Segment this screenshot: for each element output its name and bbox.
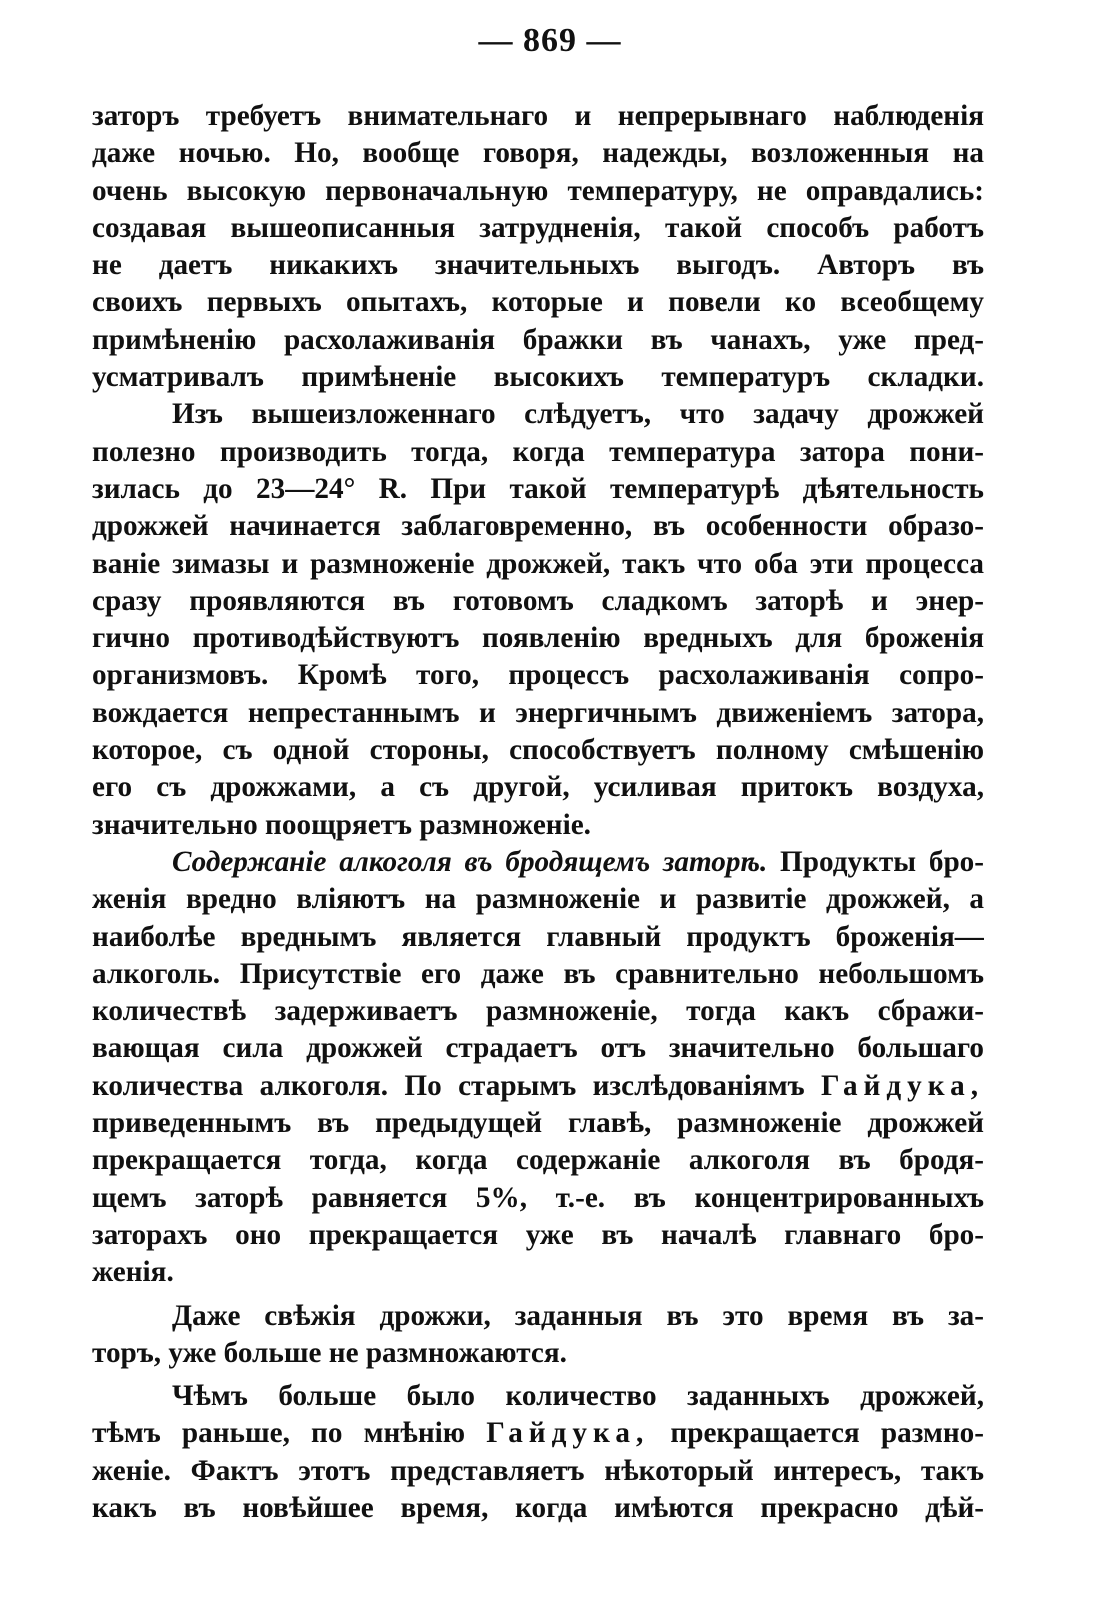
text-line: создавая вышеописанныя затрудненія, такой способъ работъ — [92, 211, 984, 244]
text-line: дрожжей начинается заблаговременно, въ особенности образо- — [92, 510, 984, 543]
text-line: Изъ вышеизложеннаго слѣдуетъ, что задачу дрожжей — [172, 398, 984, 431]
text-line: количествѣ задерживаетъ размноженіе, тогда какъ сбражи- — [92, 995, 984, 1028]
section-lead-line — [92, 844, 984, 881]
text-fragment: прекращается размно- — [649, 1417, 984, 1450]
text-line: приведеннымъ въ предыдущей главѣ, размноженіе дрожжей — [92, 1107, 984, 1140]
text-line: заторъ требуетъ внимательнаго и непрерывнаго наблюденія — [92, 100, 984, 132]
page-body — [92, 98, 984, 1527]
author-name-spaced: Гайдука, — [486, 1417, 650, 1450]
text-line: Даже свѣжія дрожжи, заданныя въ это время въ за- — [172, 1299, 984, 1332]
text-line: значительно поощряетъ размноженіе. — [92, 808, 591, 841]
text-line: зилась до 23—24° R. При такой температурѣ дѣятельность — [92, 472, 984, 505]
text-line: женія вредно вліяютъ на размноженіе и развитіе дрожжей, а — [92, 883, 984, 916]
text-line: торъ, уже больше не размножаются. — [92, 1336, 567, 1369]
text-line: сразу проявляются въ готовомъ сладкомъ заторѣ и энер- — [92, 584, 984, 617]
text-line-with-name — [92, 1068, 984, 1105]
text-line: очень высокую первоначальную температуру, не оправдались: — [92, 174, 984, 207]
text-line: какъ въ новѣйшее время, когда имѣются прекрасно дѣй- — [92, 1491, 984, 1524]
page-number: — 869 — — [478, 22, 622, 59]
text-line: гично противодѣйствуютъ появленію вредныхъ для броженія — [92, 622, 984, 655]
text-line: Чѣмъ больше было количество заданныхъ дрожжей, — [172, 1380, 984, 1413]
text-line: усматривалъ примѣненіе высокихъ температуръ складки. — [92, 361, 984, 394]
text-line: даже ночью. Но, вообще говоря, надежды, возложенныя на — [92, 137, 984, 170]
text-line: заторахъ оно прекращается уже въ началѣ главнаго бро- — [92, 1218, 984, 1251]
text-line: своихъ первыхъ опытахъ, которые и повели ко всеобщему — [92, 286, 984, 319]
text-fragment: Продукты бро- — [767, 845, 984, 878]
text-line: не даетъ никакихъ значительныхъ выгодъ. Авторъ въ — [92, 249, 984, 282]
section-heading-italic: Содержаніе алкоголя въ бродящемъ заторѣ. — [172, 845, 768, 878]
text-line: его съ дрожжами, а съ другой, усиливая притокъ воздуха, — [92, 771, 984, 804]
text-line: вающая сила дрожжей страдаетъ отъ значительно большаго — [92, 1032, 984, 1065]
text-fragment: тѣмъ раньше, по мнѣнію — [92, 1417, 487, 1450]
author-name-spaced: Гайдука, — [820, 1069, 984, 1102]
text-line: которое, съ одной стороны, способствуетъ полному смѣшенію — [92, 734, 984, 767]
text-line-with-name — [92, 1415, 984, 1452]
text-line: вождается непрестаннымъ и энергичнымъ движеніемъ затора, — [92, 696, 984, 729]
text-line: полезно производить тогда, когда температура затора пони- — [92, 435, 984, 468]
text-line: женіе. Фактъ этотъ представляетъ нѣкоторый интересъ, такъ — [92, 1454, 984, 1487]
text-line: женія. — [92, 1256, 174, 1289]
text-line: алкоголь. Присутствіе его даже въ сравнительно небольшомъ — [92, 957, 984, 990]
text-line: щемъ заторѣ равняется 5%, т.-е. въ концентрированныхъ — [92, 1181, 984, 1214]
text-line: организмовъ. Кромѣ того, процессъ расхолаживанія сопро- — [92, 659, 984, 692]
text-line: ваніе зимазы и размноженіе дрожжей, такъ что оба эти процесса — [92, 547, 984, 580]
text-line: наиболѣе вреднымъ является главный продуктъ броженія— — [92, 920, 984, 953]
text-line: прекращается тогда, когда содержаніе алкоголя въ бродя- — [92, 1144, 984, 1177]
text-line: примѣненію расхолаживанія бражки въ чанахъ, уже пред- — [92, 323, 984, 356]
text-fragment: количества алкоголя. По старымъ изслѣдованіямъ — [92, 1069, 821, 1102]
